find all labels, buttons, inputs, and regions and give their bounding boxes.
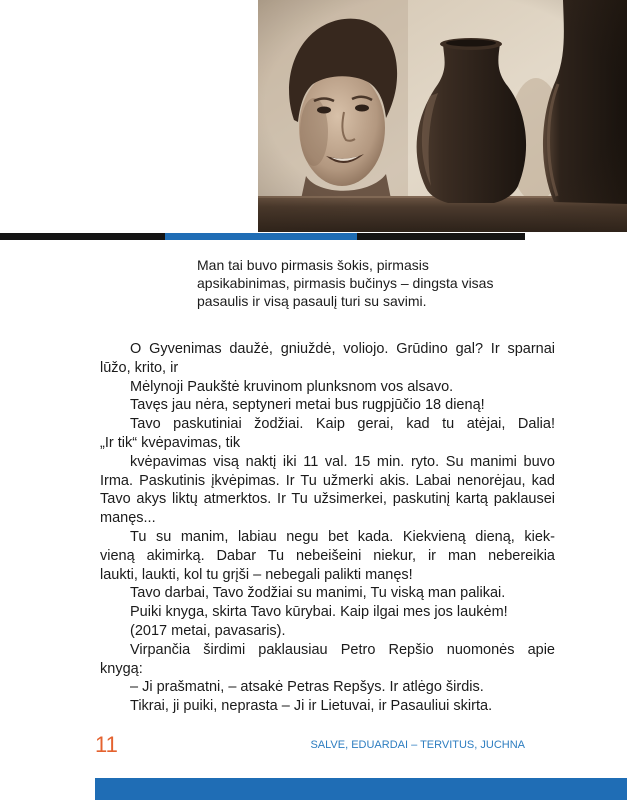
body-line: Tavo akys liktų atmerktos. Ir Tu užsimerkei, paskutinį kartą paklausei [100, 491, 555, 508]
body-line: Irma. Paskutinis įkvėpimas. Ir Tu užmerki akis. Labai nenorėjau, kad [100, 472, 555, 489]
body-line: (2017 metai, pavasaris). [130, 622, 286, 639]
photo [258, 0, 627, 232]
body-line: „Ir tik“ kvėpavimas, tik [100, 434, 241, 451]
body-line: – Ji prašmatni, – atsakė Petras Repšys. Ir atlėgo širdis. [130, 679, 484, 696]
body-line: kvėpavimas visą naktį iki 11 val. 15 min. ryto. Su manimi buvo [130, 453, 555, 470]
body-line: O Gyvenimas daužė, gniuždė, voliojo. Grūdino gal? Ir sparnai [130, 341, 555, 357]
caption-line: pasaulis ir visą pasaulį turi su savimi. [197, 293, 427, 309]
body-text [100, 340, 555, 716]
body-line: Tavo darbai, Tavo žodžiai su manimi, Tu viską man palikai. [130, 585, 506, 602]
body-line: Puiki knyga, skirta Tavo kūrybai. Kaip ilgai mes jos laukėm! [130, 604, 508, 621]
body-line: Tu su manim, labiau negu bet kada. Kiekvieną dieną, kiek- [130, 528, 555, 545]
rule-accent [165, 233, 357, 240]
caption-line: apsikabinimas, pirmasis bučinys – dingsta visas [197, 275, 494, 291]
body-line: Mėlynoji Paukštė kruvinom plunksnom vos alsavo. [130, 378, 454, 395]
body-line: Tikrai, ji puiki, neprasta – Ji ir Lietuvai, ir Pasauliui skirta. [130, 698, 493, 715]
body-line: vieną akimirką. Dabar Tu nebeišeini niekur, ir man nebereikia [100, 547, 555, 564]
body-line: Virpančia širdimi paklausiau Petro Repšio nuomonės apie [130, 641, 555, 658]
photo-caption [197, 256, 517, 310]
body-line: knygą: [100, 660, 143, 677]
caption-line: Man tai buvo pirmasis šokis, pirmasis [197, 257, 429, 273]
footer-bar [95, 778, 627, 800]
running-title: SALVE, EDUARDAI – TERVITUS, JUCHNA [310, 739, 525, 751]
page-number: 11 [95, 732, 118, 757]
rule-dark-right [357, 233, 525, 240]
body-line: Tavo paskutiniai žodžiai. Kaip gerai, kad tu atėjai, Dalia! [130, 416, 555, 433]
body-line: Tavęs jau nėra, septyneri metai bus rugpjūčio 18 dieną! [130, 397, 485, 414]
body-line: laukti, laukti, kol tu grįši – nebegali palikti manęs! [100, 566, 413, 583]
rule-dark-left [0, 233, 165, 240]
body-line: lūžo, krito, ir [100, 359, 179, 376]
body-line: manęs... [100, 510, 156, 527]
